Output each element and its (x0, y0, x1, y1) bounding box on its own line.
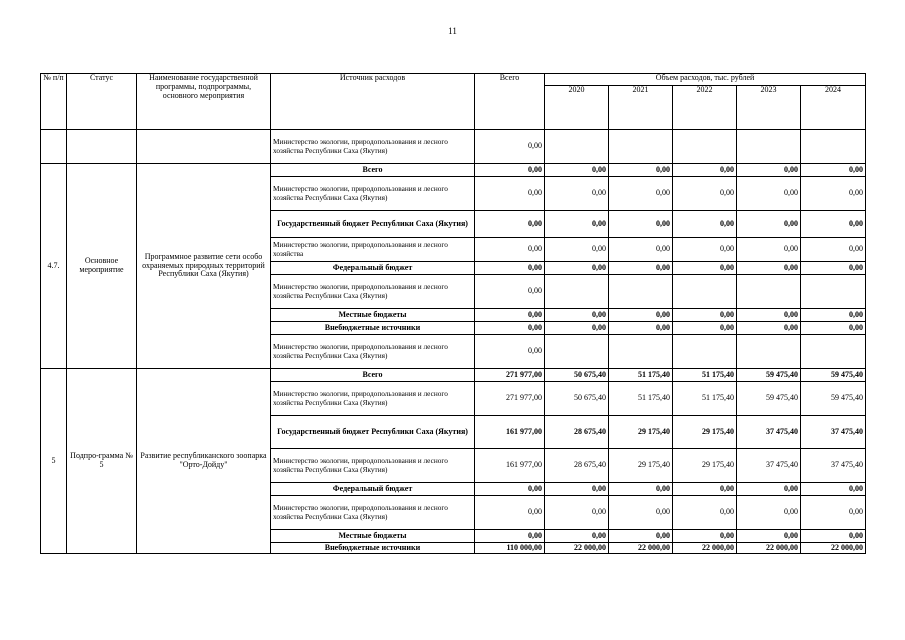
header-year: 2021 (609, 86, 673, 130)
cell-year-value (545, 130, 609, 164)
cell-year-value (737, 335, 801, 369)
page-number: 11 (448, 26, 457, 36)
cell-year-value: 0,00 (673, 496, 737, 530)
row-source: Министерство экологии, природопользования и лесного хозяйства (271, 238, 475, 262)
cell-total: 0,00 (475, 164, 545, 177)
cell-year-value: 0,00 (737, 177, 801, 211)
header-year: 2024 (801, 86, 866, 130)
cell-year-value: 0,00 (673, 238, 737, 262)
row-status: Подпро-грамма № 5 (67, 369, 137, 554)
row-source: Всего (271, 164, 475, 177)
cell-year-value: 0,00 (545, 177, 609, 211)
cell-year-value: 0,00 (673, 483, 737, 496)
cell-year-value: 59 475,40 (801, 382, 866, 416)
table-row (41, 164, 866, 177)
header-num: № п/п (41, 74, 67, 130)
cell-year-value: 37 475,40 (801, 416, 866, 449)
cell-year-value: 0,00 (545, 322, 609, 335)
cell-year-value: 0,00 (673, 309, 737, 322)
cell-total: 161 977,00 (475, 416, 545, 449)
cell-total: 161 977,00 (475, 449, 545, 483)
cell-year-value: 0,00 (673, 530, 737, 543)
cell-year-value: 0,00 (609, 238, 673, 262)
cell-year-value: 0,00 (545, 483, 609, 496)
cell-year-value: 0,00 (801, 238, 866, 262)
row-status (67, 130, 137, 164)
cell-year-value: 0,00 (801, 262, 866, 275)
cell-year-value: 0,00 (801, 211, 866, 238)
cell-year-value: 0,00 (737, 164, 801, 177)
cell-year-value: 51 175,40 (609, 369, 673, 382)
cell-year-value: 0,00 (801, 177, 866, 211)
cell-total: 0,00 (475, 530, 545, 543)
cell-total: 0,00 (475, 238, 545, 262)
cell-year-value: 59 475,40 (737, 382, 801, 416)
cell-year-value: 0,00 (801, 530, 866, 543)
row-source: Местные бюджеты (271, 309, 475, 322)
header-year: 2022 (673, 86, 737, 130)
row-source: Государственный бюджет Республики Саха (Якутия) (271, 416, 475, 449)
cell-year-value: 0,00 (609, 530, 673, 543)
table-row (41, 130, 866, 164)
cell-year-value: 0,00 (737, 238, 801, 262)
cell-year-value: 0,00 (609, 496, 673, 530)
cell-total: 0,00 (475, 335, 545, 369)
cell-year-value: 37 475,40 (737, 416, 801, 449)
row-source: Министерство экологии, природопользования и лесного хозяйства Республики Саха (Якутия) (271, 449, 475, 483)
cell-year-value: 28 675,40 (545, 449, 609, 483)
cell-total: 0,00 (475, 309, 545, 322)
cell-year-value: 22 000,00 (737, 543, 801, 554)
cell-year-value: 0,00 (801, 496, 866, 530)
cell-total: 110 000,00 (475, 543, 545, 554)
row-number: 4.7. (41, 164, 67, 369)
cell-total: 0,00 (475, 483, 545, 496)
header-source: Источник расходов (271, 74, 475, 130)
cell-year-value: 0,00 (609, 164, 673, 177)
header-total: Всего (475, 74, 545, 130)
cell-total: 0,00 (475, 130, 545, 164)
cell-year-value: 0,00 (801, 164, 866, 177)
row-source: Внебюджетные источники (271, 322, 475, 335)
cell-total: 0,00 (475, 177, 545, 211)
row-source: Государственный бюджет Республики Саха (Якутия) (271, 211, 475, 238)
cell-year-value: 59 475,40 (737, 369, 801, 382)
row-source: Федеральный бюджет (271, 483, 475, 496)
cell-year-value: 28 675,40 (545, 416, 609, 449)
cell-year-value (801, 130, 866, 164)
cell-year-value: 50 675,40 (545, 369, 609, 382)
cell-year-value (801, 335, 866, 369)
cell-total: 0,00 (475, 496, 545, 530)
cell-year-value (737, 130, 801, 164)
row-name: Программное развитие сети особо охраняемых природных территорий Республики Саха (Якутия) (137, 164, 271, 369)
cell-year-value: 37 475,40 (801, 449, 866, 483)
cell-year-value: 51 175,40 (673, 382, 737, 416)
cell-year-value: 37 475,40 (737, 449, 801, 483)
row-source: Министерство экологии, природопользования и лесного хозяйства Республики Саха (Якутия) (271, 335, 475, 369)
cell-year-value: 0,00 (801, 309, 866, 322)
cell-year-value (609, 130, 673, 164)
cell-year-value: 0,00 (609, 262, 673, 275)
header-year: 2023 (737, 86, 801, 130)
cell-year-value: 0,00 (737, 309, 801, 322)
cell-year-value: 0,00 (737, 483, 801, 496)
cell-year-value: 0,00 (609, 177, 673, 211)
cell-year-value: 0,00 (545, 530, 609, 543)
cell-total: 271 977,00 (475, 369, 545, 382)
cell-year-value (545, 275, 609, 309)
cell-year-value: 0,00 (673, 262, 737, 275)
cell-total: 0,00 (475, 262, 545, 275)
budget-table (40, 73, 866, 554)
row-source: Министерство экологии, природопользования и лесного хозяйства Республики Саха (Якутия) (271, 382, 475, 416)
cell-year-value: 22 000,00 (545, 543, 609, 554)
cell-year-value: 50 675,40 (545, 382, 609, 416)
cell-year-value: 29 175,40 (673, 416, 737, 449)
row-name: Развитие республиканского зоопарка "Орто-Дойду" (137, 369, 271, 554)
cell-year-value (609, 335, 673, 369)
cell-year-value (609, 275, 673, 309)
cell-year-value: 22 000,00 (801, 543, 866, 554)
budget-table-body (41, 130, 866, 554)
row-name (137, 130, 271, 164)
header-status: Статус (67, 74, 137, 130)
row-source: Местные бюджеты (271, 530, 475, 543)
cell-total: 0,00 (475, 322, 545, 335)
cell-year-value: 0,00 (545, 309, 609, 322)
cell-year-value: 29 175,40 (609, 416, 673, 449)
cell-year-value: 0,00 (673, 177, 737, 211)
cell-year-value: 59 475,40 (801, 369, 866, 382)
cell-year-value: 22 000,00 (609, 543, 673, 554)
cell-year-value: 0,00 (545, 262, 609, 275)
cell-year-value: 29 175,40 (609, 449, 673, 483)
cell-year-value: 0,00 (545, 164, 609, 177)
row-source: Министерство экологии, природопользования и лесного хозяйства Республики Саха (Якутия) (271, 496, 475, 530)
cell-year-value: 0,00 (801, 483, 866, 496)
cell-year-value (737, 275, 801, 309)
row-source: Министерство экологии, природопользования и лесного хозяйства Республики Саха (Якутия) (271, 130, 475, 164)
header-name: Наименование государственной программы, подпрограммы, основного мероприятия (137, 74, 271, 130)
cell-year-value (673, 335, 737, 369)
cell-year-value: 51 175,40 (609, 382, 673, 416)
cell-year-value: 0,00 (545, 238, 609, 262)
cell-year-value: 0,00 (737, 322, 801, 335)
cell-year-value: 0,00 (609, 309, 673, 322)
cell-year-value: 0,00 (609, 211, 673, 238)
row-source: Федеральный бюджет (271, 262, 475, 275)
cell-year-value: 51 175,40 (673, 369, 737, 382)
cell-year-value: 0,00 (737, 262, 801, 275)
cell-year-value: 0,00 (545, 211, 609, 238)
cell-year-value: 0,00 (609, 322, 673, 335)
cell-year-value: 0,00 (737, 530, 801, 543)
cell-total: 0,00 (475, 275, 545, 309)
table-row (41, 369, 866, 382)
cell-total: 271 977,00 (475, 382, 545, 416)
cell-year-value: 22 000,00 (673, 543, 737, 554)
header-year: 2020 (545, 86, 609, 130)
cell-year-value (673, 275, 737, 309)
cell-year-value: 29 175,40 (673, 449, 737, 483)
row-source: Министерство экологии, природопользования и лесного хозяйства Республики Саха (Якутия) (271, 177, 475, 211)
row-source: Всего (271, 369, 475, 382)
row-status: Основное мероприятие (67, 164, 137, 369)
cell-year-value: 0,00 (609, 483, 673, 496)
row-source: Внебюджетные источники (271, 543, 475, 554)
header-volume: Объем расходов, тыс. рублей (545, 74, 866, 86)
cell-year-value: 0,00 (673, 211, 737, 238)
cell-year-value: 0,00 (673, 322, 737, 335)
cell-year-value: 0,00 (737, 496, 801, 530)
cell-year-value: 0,00 (545, 496, 609, 530)
cell-total: 0,00 (475, 211, 545, 238)
cell-year-value (545, 335, 609, 369)
cell-year-value (801, 275, 866, 309)
cell-year-value: 0,00 (801, 322, 866, 335)
cell-year-value: 0,00 (737, 211, 801, 238)
row-number (41, 130, 67, 164)
cell-year-value (673, 130, 737, 164)
cell-year-value: 0,00 (673, 164, 737, 177)
row-source: Министерство экологии, природопользования и лесного хозяйства Республики Саха (Якутия) (271, 275, 475, 309)
row-number: 5 (41, 369, 67, 554)
